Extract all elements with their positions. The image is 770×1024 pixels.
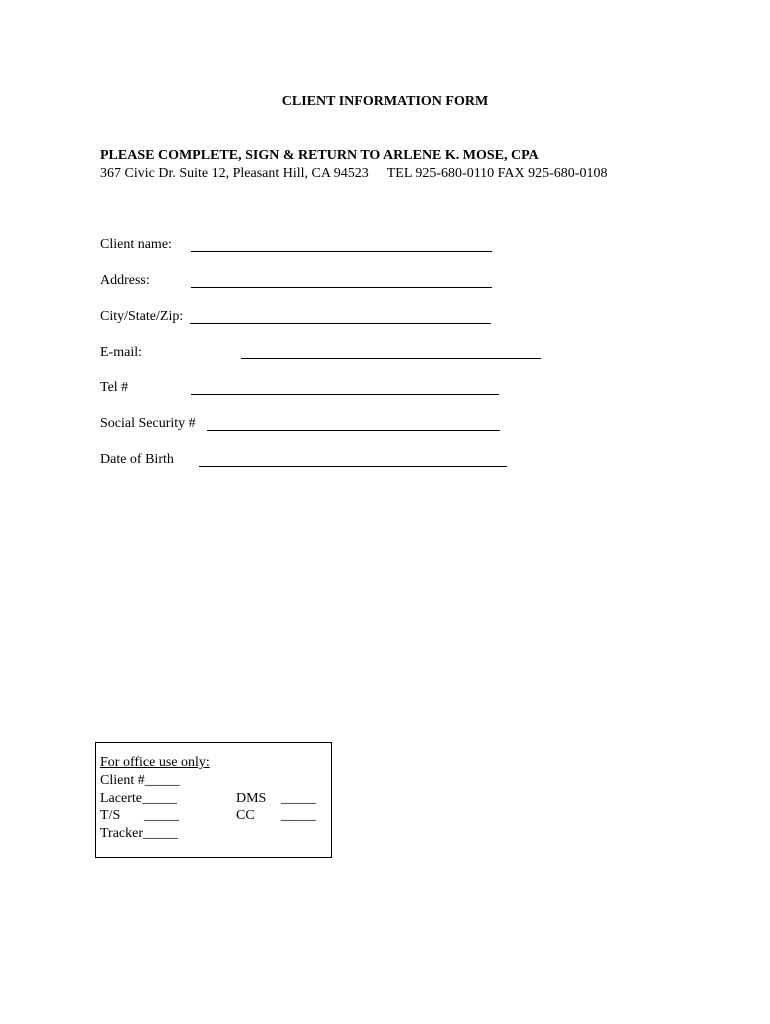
office-address-line [100,166,607,182]
office-contact: TEL 925-680-0110 FAX 925-680-0108 [386,166,608,181]
dob-field[interactable] [199,466,507,467]
office-dms-label: DMS [236,791,267,806]
office-lacerte: Lacerte_____ [100,791,177,806]
client-name-field[interactable] [191,251,492,252]
office-cc-blank: _____ [281,808,316,823]
office-ts-blank: _____ [144,808,179,823]
office-tracker: Tracker_____ [100,826,179,841]
city-state-zip-field[interactable] [190,323,491,324]
ssn-label: Social Security # [100,416,196,431]
office-dms-blank: _____ [281,791,316,806]
address-field[interactable] [191,287,492,288]
office-cc-label: CC [236,808,255,823]
form-title: CLIENT INFORMATION FORM [281,94,489,109]
tel-field[interactable] [191,394,499,395]
client-name-label: Client name: [100,237,172,252]
office-use-box [95,742,332,858]
office-client-number: Client #_____ [100,773,180,788]
city-state-zip-label: City/State/Zip: [100,309,184,324]
email-field[interactable] [241,358,541,359]
office-address: 367 Civic Dr. Suite 12, Pleasant Hill, CA 94523 [100,166,369,181]
office-use-title: For office use only: [100,755,210,770]
address-label: Address: [100,273,150,288]
email-label: E-mail: [100,345,142,360]
tel-label: Tel # [100,380,129,395]
return-instructions: PLEASE COMPLETE, SIGN & RETURN TO ARLENE K. MOSE, CPA [100,148,539,163]
dob-label: Date of Birth [100,452,174,467]
office-ts-label: T/S [100,808,121,823]
ssn-field[interactable] [207,430,500,431]
